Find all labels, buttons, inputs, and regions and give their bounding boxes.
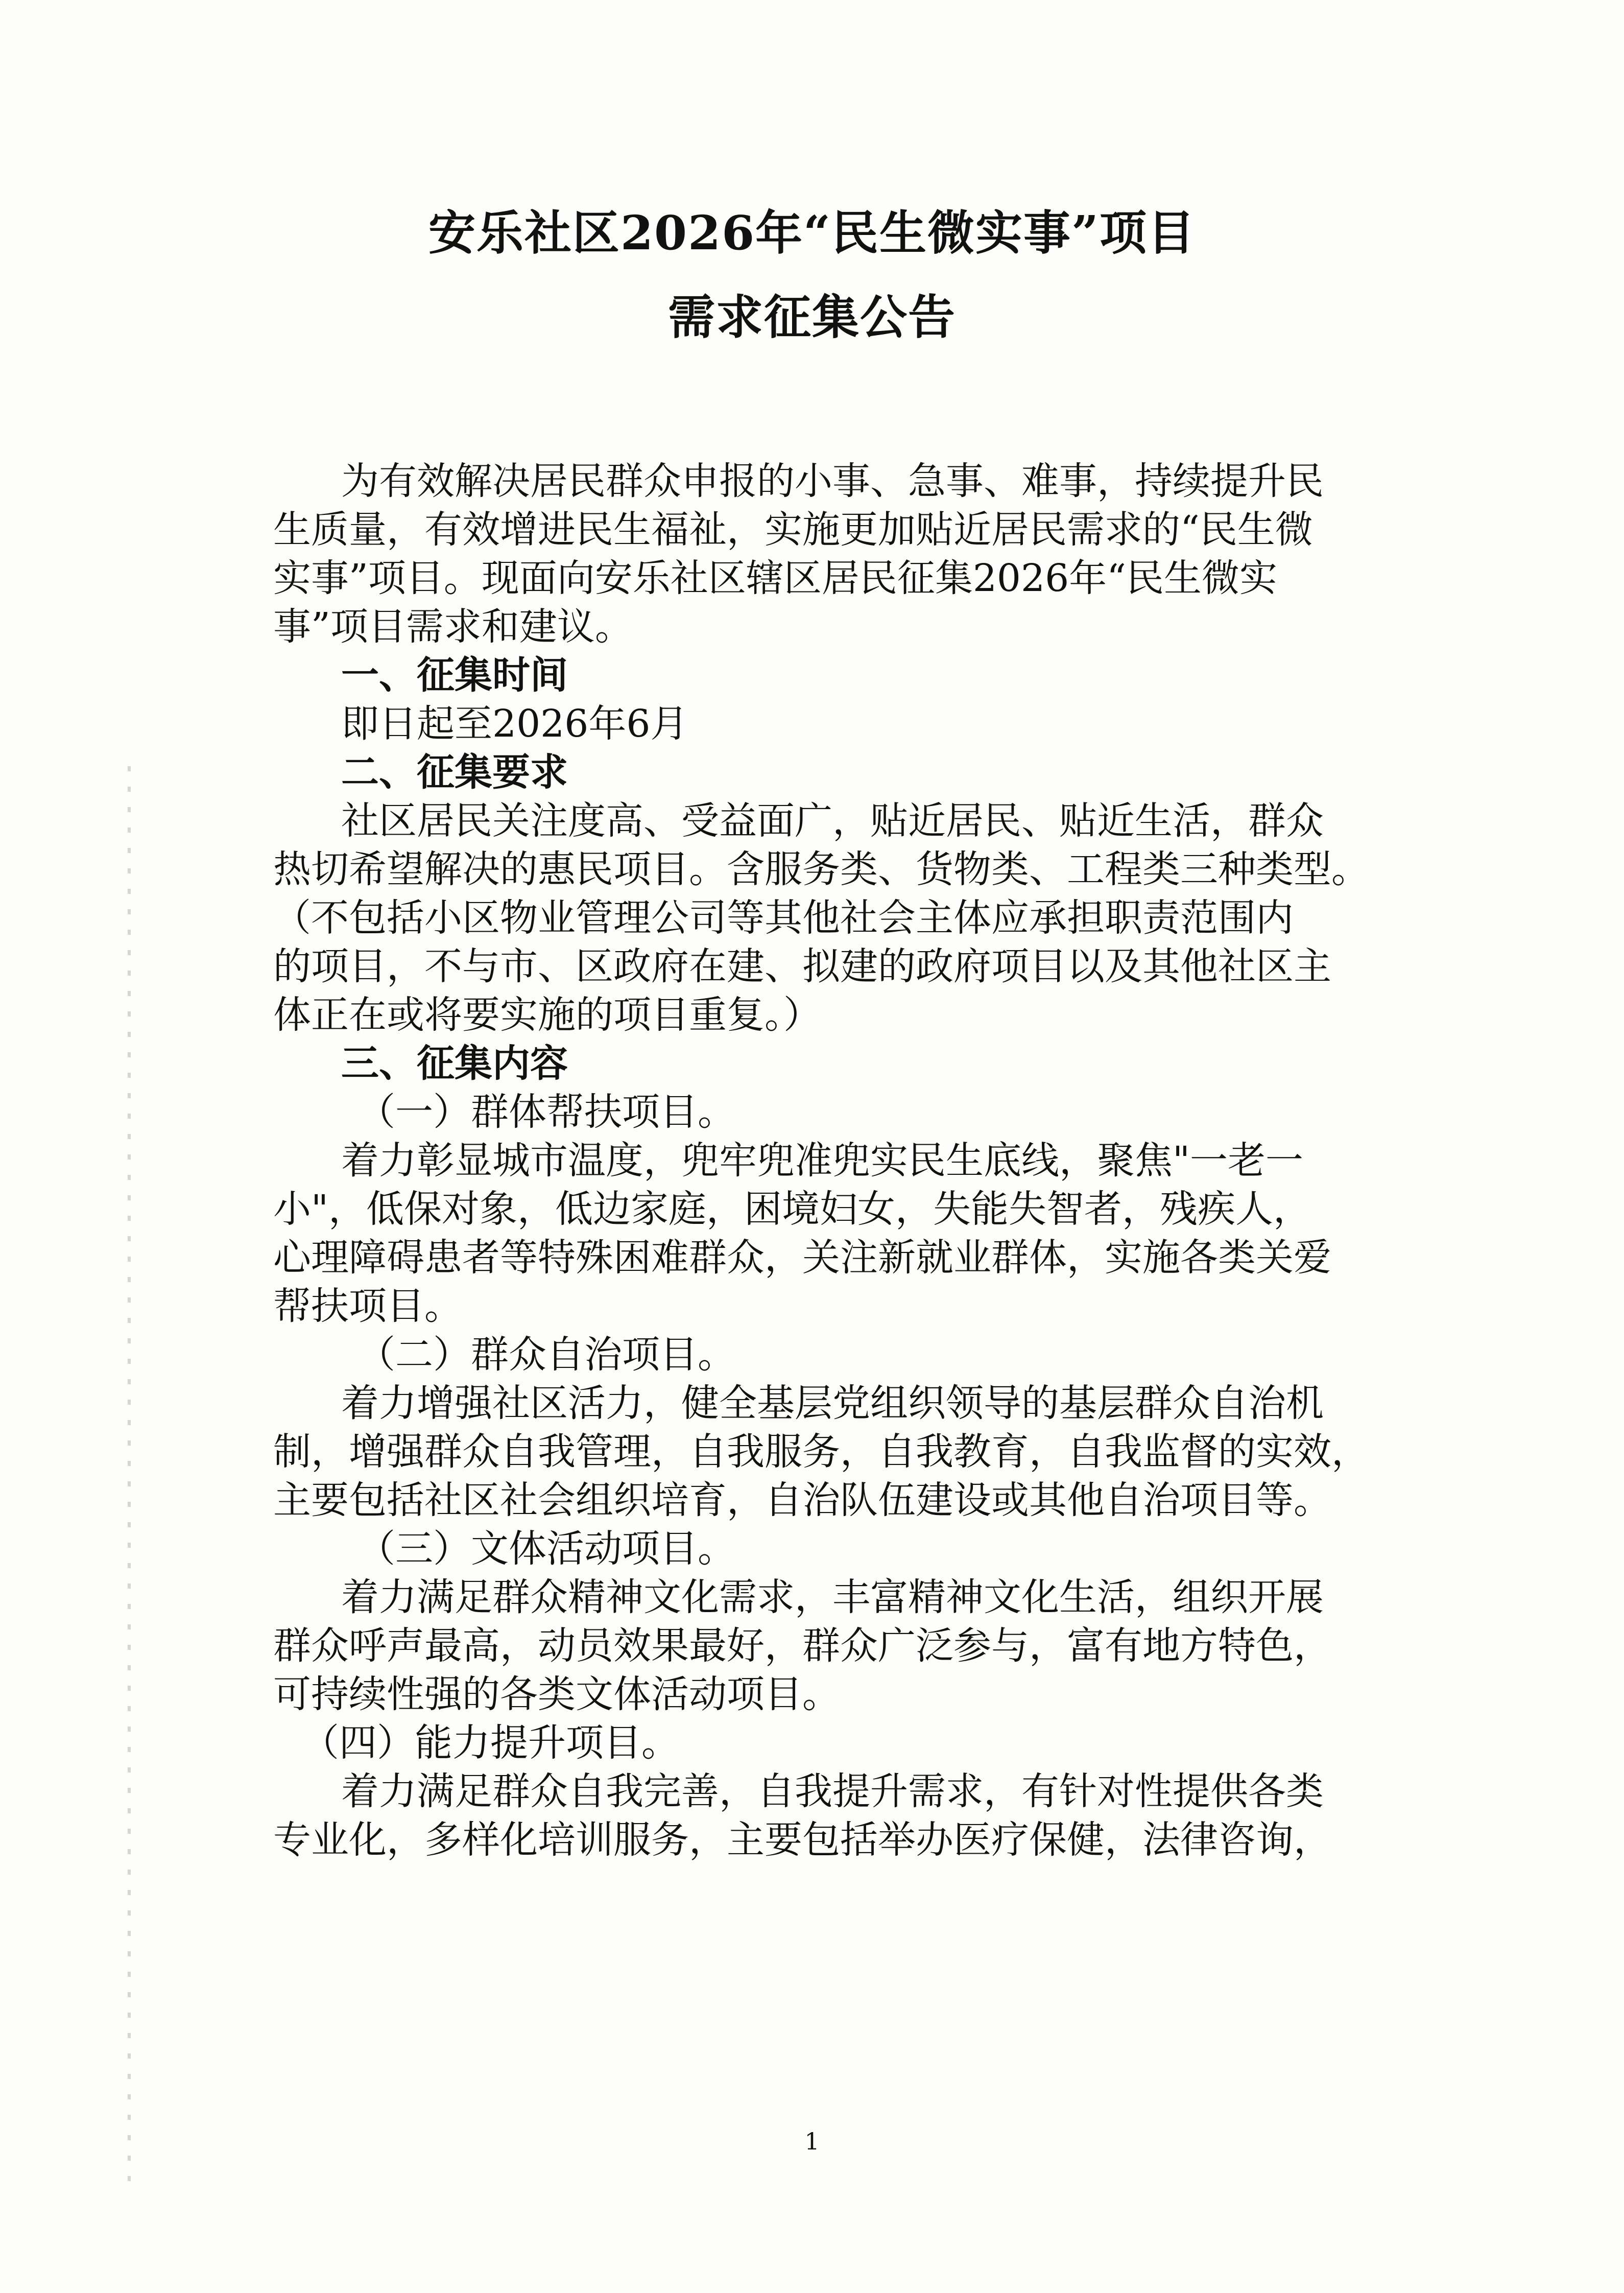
paragraph-line: 社区居民关注度高、受益面广，贴近居民、贴近生活，群众 — [341, 799, 1324, 843]
paragraph-line: 制，增强群众自我管理，自我服务，自我教育，自我监督的实效， — [273, 1430, 1369, 1474]
paragraph-line: 体正在或将要实施的项目重复。） — [273, 993, 821, 1037]
page-number: 1 — [804, 2127, 820, 2155]
paragraph-line: 着力满足群众自我完善，自我提升需求，有针对性提供各类 — [341, 1769, 1324, 1813]
subsection-heading: （三）文体活动项目。 — [357, 1527, 735, 1571]
paragraph-line: 生质量，有效增进民生福祉，实施更加贴近居民需求的“民生微 — [273, 508, 1313, 552]
subsection-heading: （四）能力提升项目。 — [301, 1721, 679, 1765]
paragraph-line: 群众呼声最高，动员效果最好，群众广泛参与，富有地方特色， — [273, 1624, 1331, 1668]
paragraph-line: 即日起至2026年6月 — [341, 702, 688, 746]
paragraph-line: 为有效解决居民群众申报的小事、急事、难事，持续提升民 — [341, 459, 1324, 503]
document-title-line-1: 安乐社区2026年“民生微实事”项目 — [428, 205, 1196, 261]
paragraph-line: 专业化，多样化培训服务，主要包括举办医疗保健，法律咨询， — [273, 1818, 1331, 1862]
paragraph-line: 着力彰显城市温度，兜牢兜准兜实民生底线，聚焦"一老一 — [341, 1139, 1304, 1183]
subsection-heading: （二）群众自治项目。 — [357, 1333, 735, 1377]
paragraph-line: 实事”项目。现面向安乐社区辖区居民征集2026年“民生微实 — [273, 556, 1277, 600]
section-heading: 三、征集内容 — [341, 1042, 568, 1085]
section-heading: 一、征集时间 — [341, 653, 568, 697]
paragraph-line: 着力增强社区活力，健全基层党组织领导的基层群众自治机 — [341, 1381, 1324, 1425]
section-heading: 二、征集要求 — [341, 750, 568, 794]
paragraph-line: 的项目，不与市、区政府在建、拟建的政府项目以及其他社区主 — [273, 944, 1331, 988]
paragraph-line: 可持续性强的各类文体活动项目。 — [273, 1672, 840, 1716]
scan-artifact — [128, 766, 131, 2196]
subsection-heading: （一）群体帮扶项目。 — [357, 1090, 735, 1134]
paragraph-line: 热切希望解决的惠民项目。含服务类、货物类、工程类三种类型。 — [273, 847, 1369, 891]
paragraph-line: 着力满足群众精神文化需求，丰富精神文化生活，组织开展 — [341, 1575, 1324, 1619]
paragraph-line: 事”项目需求和建议。 — [273, 605, 633, 649]
paragraph-line: 主要包括社区社会组织培育，自治队伍建设或其他自治项目等。 — [273, 1478, 1331, 1522]
paragraph-line: 帮扶项目。 — [273, 1284, 462, 1328]
paragraph-line: 心理障碍患者等特殊困难群众，关注新就业群体，实施各类关爱 — [273, 1236, 1331, 1280]
paragraph-line: （不包括小区物业管理公司等其他社会主体应承担职责范围内 — [273, 896, 1294, 940]
paragraph-line: 小"，低保对象，低边家庭，困境妇女，失能失智者，残疾人， — [273, 1187, 1311, 1231]
document-title-line-2: 需求征集公告 — [667, 290, 956, 345]
